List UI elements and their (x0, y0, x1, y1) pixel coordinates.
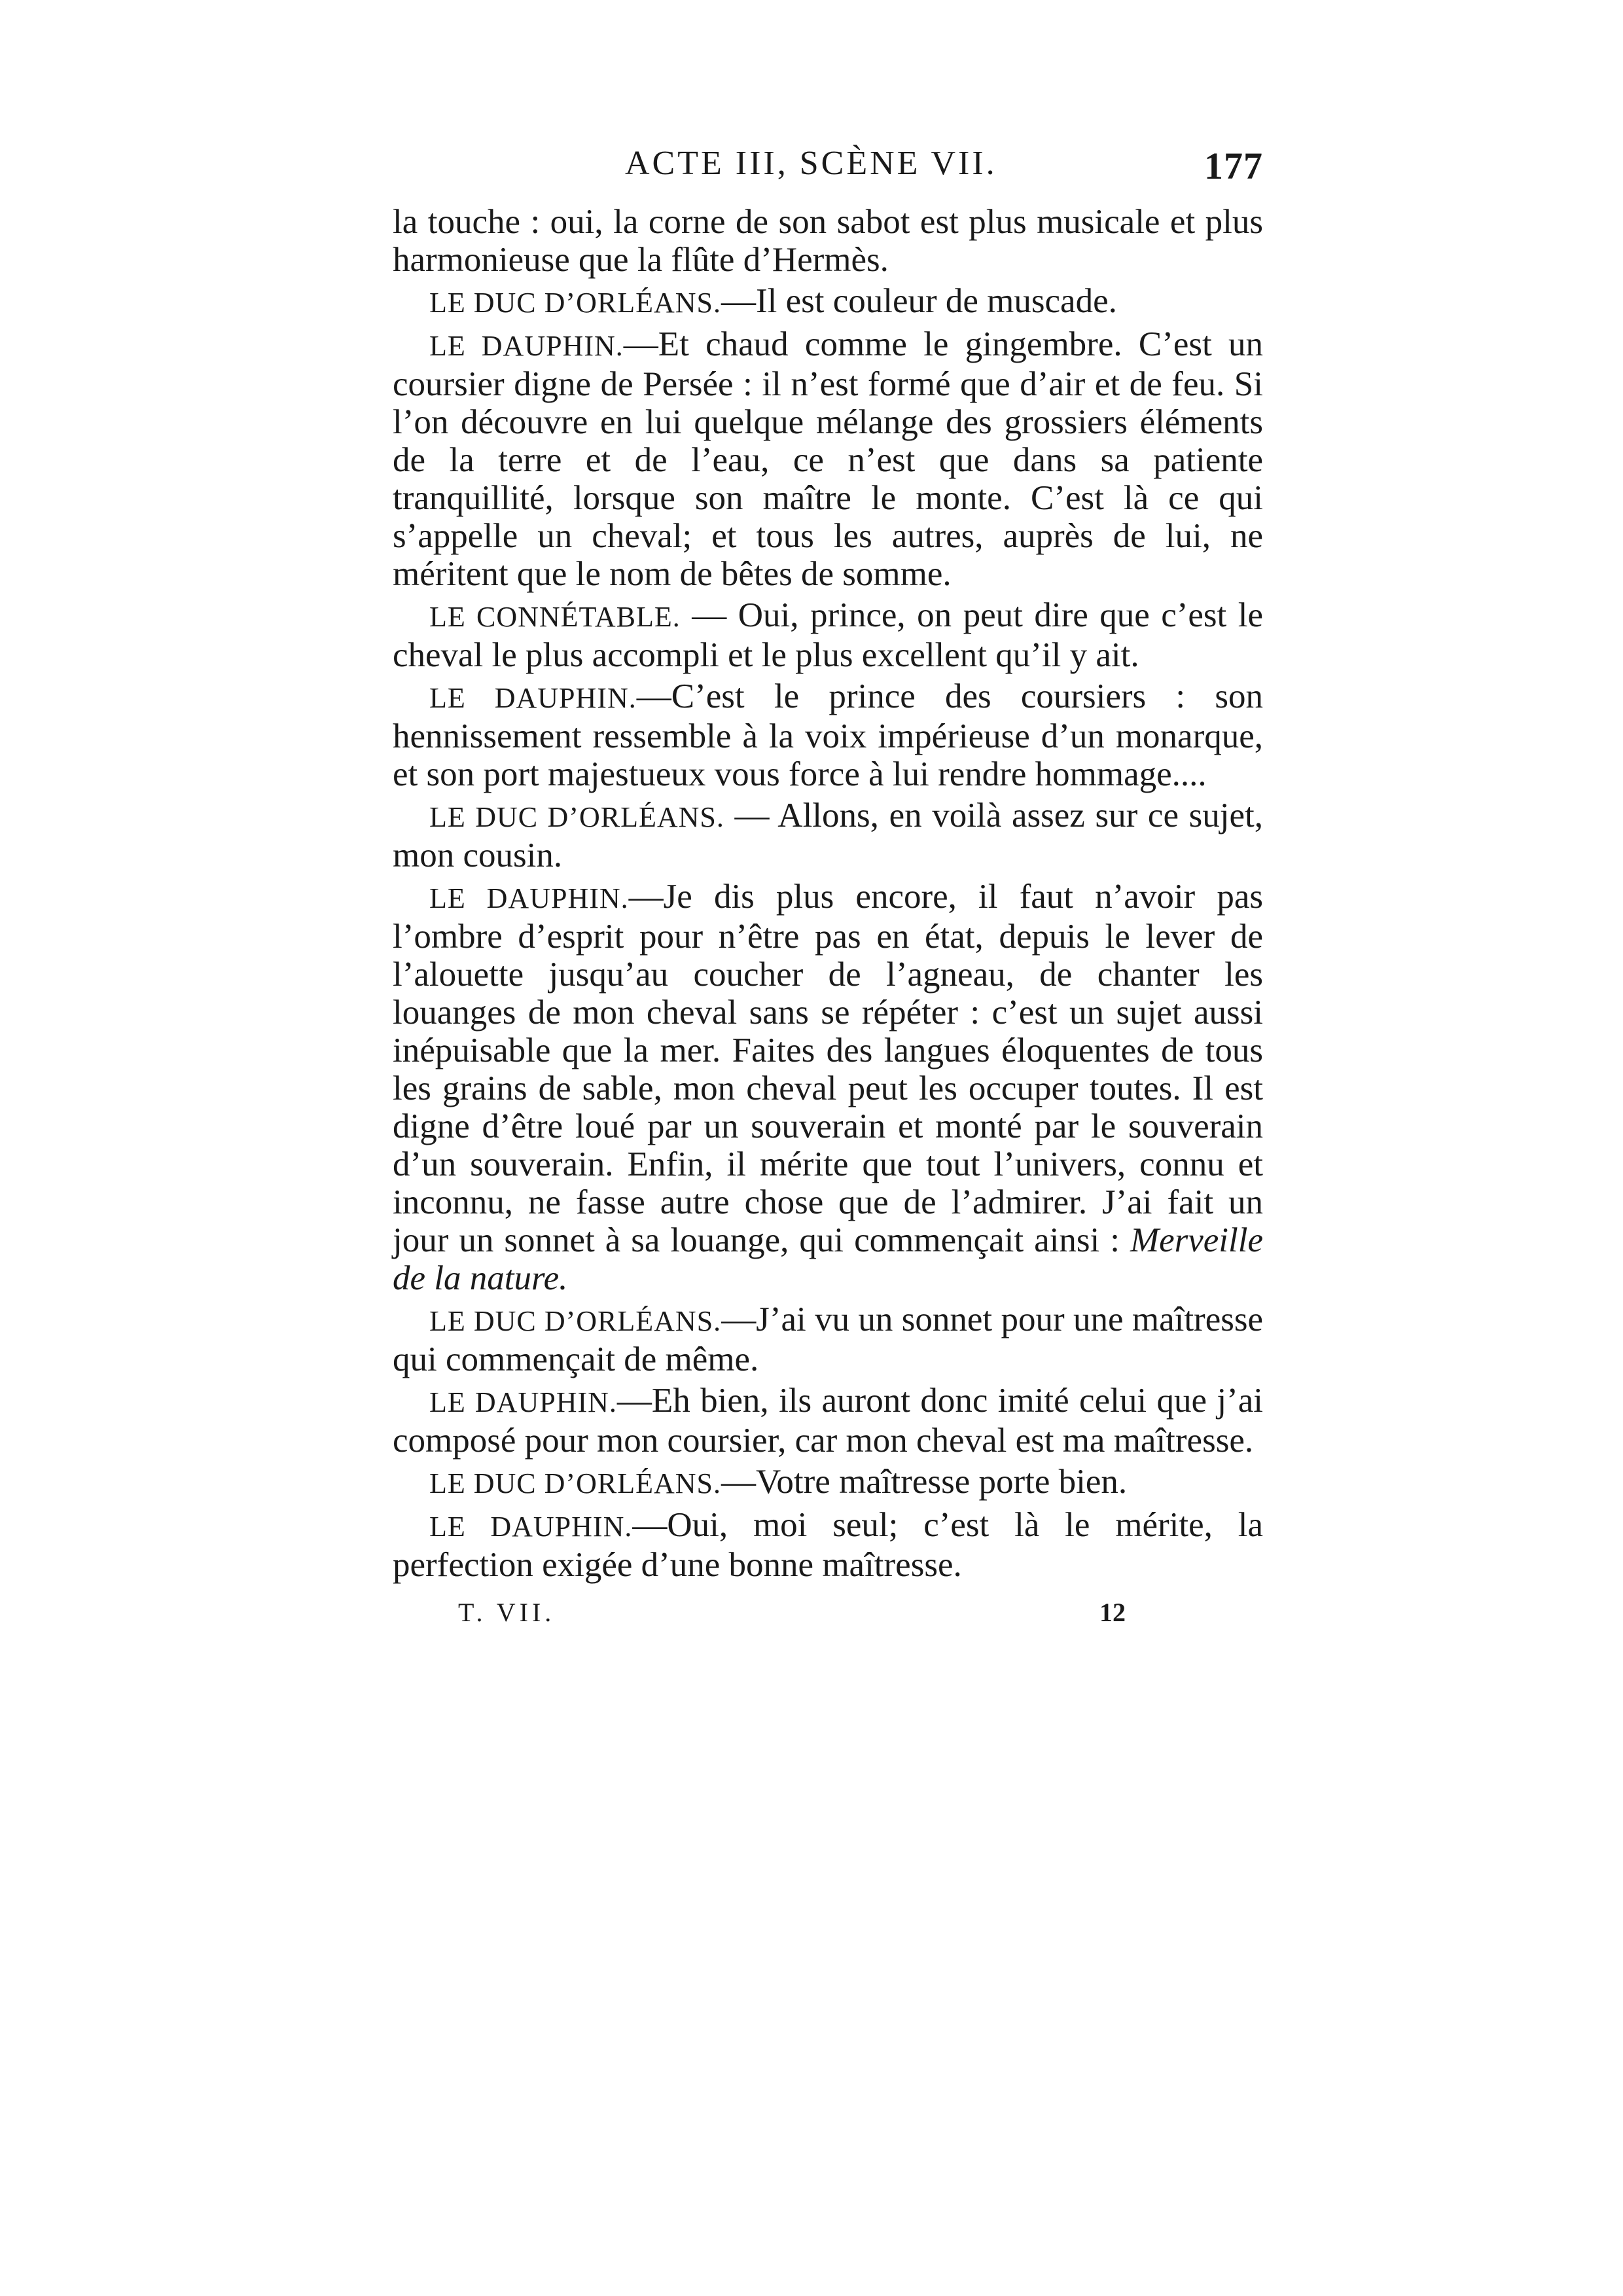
paragraph-text: —Et chaud comme le gingembre. C’est un coursier digne de Persée : il n’est formé que d’air et de feu. Si l’on découvre en lui quelque mélange des grossiers éléments de la terre et de l’eau, ce n’est que dans sa patiente tranquillité, lorsque son maître le monte. C’est là ce qui s’appelle un cheval; et tous les autres, auprès de lui, ne méritent que le nom de bêtes de somme. (393, 325, 1263, 593)
dialogue-paragraph (393, 677, 1263, 793)
dialogue-paragraph (393, 325, 1263, 593)
speaker-name: LE DUC D’ORLÉANS. (429, 1305, 722, 1337)
volume-signature: T. VII. (458, 1598, 556, 1627)
speaker-name: LE DUC D’ORLÉANS. (429, 1467, 721, 1499)
speaker-name: LE CONNÉTABLE. (429, 601, 681, 633)
page-body (393, 203, 1263, 1584)
speaker-name: LE DAUPHIN. (429, 1386, 617, 1418)
speaker-name: LE DAUPHIN. (429, 682, 637, 714)
book-page (393, 131, 1263, 1767)
paragraph-text: —J’ai vu un sonnet pour une maîtresse qui commençait de même. (393, 1300, 1263, 1378)
paragraph-text: —Eh bien, ils auront donc imité celui que j’ai composé pour mon coursier, car mon cheval est ma maîtresse. (393, 1382, 1263, 1460)
paragraph-text: —C’est le prince des coursiers : son hennissement ressemble à la voix impérieuse d’un monarque, et son port majestueux vous force à lui rendre hommage.... (393, 677, 1263, 793)
paragraph-text: —Il est couleur de muscade. (721, 282, 1117, 320)
page-header (393, 131, 1263, 203)
paragraph-continuation (393, 203, 1263, 279)
speaker-name: LE DAUPHIN. (429, 1511, 633, 1543)
dialogue-paragraph (393, 596, 1263, 674)
dialogue-paragraph (393, 797, 1263, 874)
speaker-name: LE DAUPHIN. (429, 882, 629, 914)
running-title: ACTE III, SCÈNE VII. (625, 145, 997, 182)
dialogue-paragraph (393, 1300, 1263, 1378)
paragraph-text: —Oui, moi seul; c’est là le mérite, la perfection exigée d’une bonne maîtresse. (393, 1506, 1263, 1584)
paragraph-text: —Votre maîtresse porte bien. (721, 1463, 1128, 1501)
sonnet-title: Merveille de la nature. (393, 1221, 1263, 1297)
page-number: 177 (1204, 145, 1263, 187)
dialogue-paragraph (393, 1506, 1263, 1584)
sheet-number: 12 (1099, 1598, 1126, 1627)
speaker-name: LE DAUPHIN. (429, 330, 624, 362)
dialogue-paragraph (393, 1382, 1263, 1460)
speaker-name: LE DUC D’ORLÉANS. (429, 287, 721, 319)
dialogue-paragraph (393, 878, 1263, 1297)
paragraph-text: — Oui, prince, on peut dire que c’est le cheval le plus accompli et le plus excellent qu’il y ait. (393, 596, 1264, 674)
paragraph-text: —Je dis plus encore, il faut n’avoir pas l’ombre d’esprit pour n’être pas en état, depuis le lever de l’alouette jusqu’au coucher de l’agneau, de chanter les louanges de mon cheval sans se répéter : c’est un sujet aussi inépuisable que la mer. Faites des langues éloquentes de tous les grains de sable, mon cheval peut les occuper toutes. Il est digne d’être loué par un souverain et monté par le souverain d’un souverain. Enfin, il mérite que tout l’univers, connu et inconnu, ne fasse autre chose que de l’admirer. J’ai fait un jour un sonnet à sa louange, qui commençait ainsi : (393, 878, 1263, 1259)
dialogue-paragraph (393, 1463, 1263, 1503)
dialogue-paragraph (393, 282, 1263, 322)
page-footer (393, 1597, 1263, 1636)
paragraph-text: — Allons, en voilà assez sur ce sujet, mon cousin. (393, 797, 1264, 874)
speaker-name: LE DUC D’ORLÉANS. (429, 801, 724, 833)
paragraph-text: la touche : oui, la corne de son sabot est plus musicale et plus harmonieuse que la flûte d’Hermès. (393, 203, 1263, 279)
